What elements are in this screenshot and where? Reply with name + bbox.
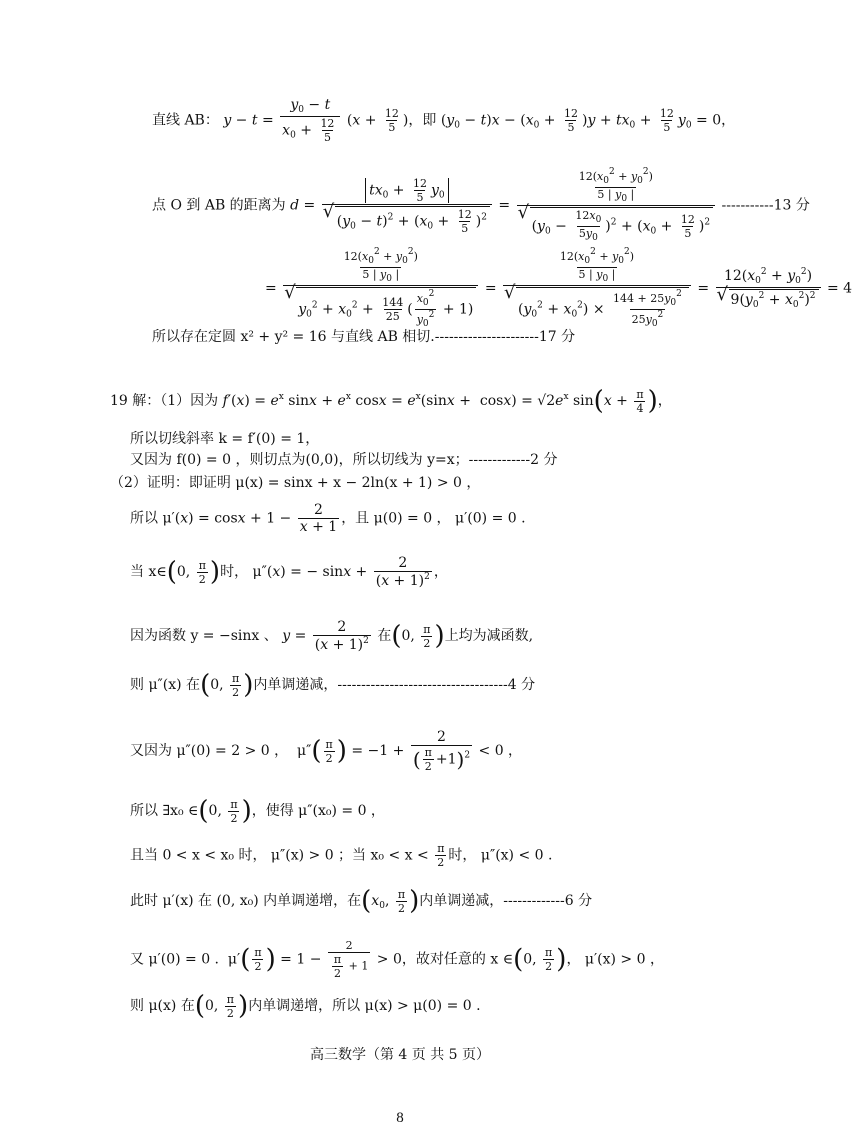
distance-continued: = $\frac{12(x_0^2 + y_0^2)}{5 | y_0 |}$ √ $y_0^2 + x_0^2$ + $\frac{144}{25}$ ( $\frac{x_0^2}{y_0^2}$ + 1) = $\frac{12(x_0^2 + y_0^2)}{5 | y_0 |}$ √ $(y_0^2 + x_0^2)$ × $\frac{144 + 25y_0^2}{25y_0^2}$ = $12(x_0^2 + y_0^2)$ √ $9(y_0^2 + x_0^2)^2$ = 4: [265, 248, 852, 329]
again-prefix: 又因为 μ″(0) = 2 > 0 ，: [130, 743, 289, 759]
decreasing-line: 因为函数 y = −sinx 、 y = $\frac{2}{(x + 1)^2}$ 在(0, $\frac{\pi}{2}$ )上均为减函数,: [130, 619, 534, 653]
also-line: 又 μ′(0) = 0 . μ′( $\frac{\pi}{2}$ ) = 1 − 2 $\frac{\pi}{2}$ + 1 > 0，故对任意的 x ∈(0, $\frac{\pi}{2}$ )， μ′(x) > 0 ，: [130, 939, 664, 980]
distance-fraction-5: $12(x_0^2 + y_0^2)$ √ $9(y_0^2 + x_0^2)^2$: [716, 268, 821, 310]
also-prefix: 又 μ′(0) = 0 .: [130, 951, 219, 968]
inc-prefix: 此时 μ′(x) 在 (0, x₀) 内单调递增，在: [130, 893, 362, 909]
distance-fraction-3: $\frac{12(x_0^2 + y_0^2)}{5 | y_0 |}$ √ $y_0^2 + x_0^2$ + $\frac{144}{25}$ ( $\frac{x_0^2}{y_0^2}$ + 1): [283, 248, 478, 329]
ab-label: 直线 AB：: [152, 112, 219, 129]
score-13: -----------13 分: [721, 197, 810, 214]
exists-suffix: ，使得 μ″(x₀) = 0 ，: [251, 803, 385, 819]
ab-mid: ，即: [408, 112, 437, 129]
mu-prime-suffix: ，且 μ(0) = 0 ， μ′(0) = 0 .: [341, 510, 526, 527]
distance-fraction-2: $\frac{12(x_0^2 + y_0^2)}{5 | y_0 |}$ √ ($y_0$ − $\frac{12x_0}{5y_0}$ )$^2 + (x_0$ + $\frac{12}{5}$ )$^2$: [517, 168, 716, 243]
monotone-line: 则 μ″(x) 在(0, $\frac{\pi}{2}$ )内单调递减，------------------------------------4 分: [130, 670, 536, 700]
final-suffix: 内单调递增，所以 μ(x) > μ(0) = 0 .: [248, 998, 481, 1014]
mu-prime-prefix: 所以: [130, 510, 158, 527]
mono-suffix: 内单调递减，------------------------------------4 分: [253, 677, 536, 693]
dec-prefix: 因为函数 y = −sinx 、: [130, 628, 278, 644]
also-mid: ，故对任意的 x ∈: [401, 951, 514, 968]
mono-prefix: 则 μ″(x) 在: [130, 677, 201, 693]
q19-head-line: 19 解：（1）因为 $f'(x) = e^x$ $\sin x + e^x$ $\cos x = e^x(\sin x + \cos x) = √2e^x$ sin(x + $\frac{\pi}{4}$ )，: [110, 386, 672, 416]
distance-label: 点 O 到 AB 的距离为: [152, 197, 286, 214]
page-footer: 高三数学（第 4 页 共 5 页）: [309, 1047, 491, 1063]
also-suffix: ， μ′(x) > 0 ，: [566, 951, 664, 968]
q19-head: 19 解：（1）因为: [110, 393, 219, 409]
when-prefix: 当 x∈: [130, 564, 167, 580]
when-mid: 时，: [220, 564, 249, 580]
page-number: 8: [396, 1110, 404, 1126]
dec-suffix: 上均为减函数,: [444, 628, 534, 644]
mu-prime-line: 所以 μ′(x) = cosx + 1 − $\frac{2}{x + 1}$ ，且 μ(0) = 0 ， μ′(0) = 0 .: [130, 502, 526, 535]
ab-slope-fraction: $y_0 - t$ $x_0$ + $\frac{12}{5}$: [280, 98, 340, 143]
conclusion-line: 所以存在定圆 x² + y² = 16 与直线 AB 相切.----------------------17 分: [152, 329, 576, 345]
inc-suffix: 内单调递减，-------------6 分: [419, 893, 593, 909]
cases-prefix: 且当 0 < x < x₀ 时， μ″(x) > 0 ；当 x₀ < x <: [130, 847, 429, 864]
line-ab-equation: 直线 AB： y − t = $y_0 - t$ $x_0$ + $\frac{12}{5}$ (x + $\frac{12}{5}$ )，即 $(y_0 - t)x - (x_0$ + $\frac{12}{5}$ )$y + tx_0$ + $\frac{12}{5}$ $y_0 = 0$，: [152, 97, 736, 144]
slope-line: 所以切线斜率 k = f′(0) = 1，: [130, 431, 320, 447]
when-line: 当 x∈(0, $\frac{\pi}{2}$ )时， μ″(x) = − sinx + $\frac{2}{(x + 1)^2}$ ，: [130, 555, 448, 589]
again-line: 又因为 μ″(0) = 2 > 0 ， μ″( $\frac{\pi}{2}$ ) = −1 + 2 ( $\frac{\pi}{2}$ +1)$^2$ < 0 ，: [130, 729, 523, 773]
cases-line: 且当 0 < x < x₀ 时， μ″(x) > 0 ；当 x₀ < x < $\frac{\pi}{2}$ 时， μ″(x) < 0 .: [130, 842, 553, 869]
final-prefix: 则 μ(x) 在: [130, 998, 195, 1014]
distance-line: 点 O 到 AB 的距离为 d = $tx_0$ + $\frac{12}{5}$ $y_0$ √ $(y_0 - t)^2 + (x_0$ + $\frac{12}{5}$ )$^2$ = $\frac{12(x_0^2 + y_0^2)}{5 | y_0 |}$ √ ($y_0$ − $\frac{12x_0}{5y_0}$ )$^2 + (x_0$ + $\frac{12}{5}$ )$^2$ -----------13 分: [152, 168, 810, 243]
exists-line: 所以 ∃x₀ ∈(0, $\frac{\pi}{2}$ )，使得 μ″(x₀) = 0 ，: [130, 796, 385, 826]
increase-line: 此时 μ′(x) 在 (0, x₀) 内单调递增，在($x_0$, $\frac{\pi}{2}$ )内单调递减，-------------6 分: [130, 886, 593, 916]
final-line: 则 μ(x) 在(0, $\frac{\pi}{2}$ )内单调递增，所以 μ(x) > μ(0) = 0 .: [130, 991, 481, 1021]
part2-line: （2）证明：即证明 μ(x) = sinx + x − 2ln(x + 1) > 0 ，: [110, 475, 481, 491]
distance-fraction-1: $tx_0$ + $\frac{12}{5}$ $y_0$ √ $(y_0 - t)^2 + (x_0$ + $\frac{12}{5}$ )$^2$: [322, 178, 492, 234]
distance-fraction-4: $\frac{12(x_0^2 + y_0^2)}{5 | y_0 |}$ √ $(y_0^2 + x_0^2)$ × $\frac{144 + 25y_0^2}{25y_0^2}$: [503, 248, 691, 329]
dec-mid: 在: [377, 628, 392, 644]
tangent-line: 又因为 f(0) = 0 ，则切点为(0,0)，所以切线为 y=x；-------------2 分: [130, 452, 558, 468]
exists-prefix: 所以 ∃x₀ ∈: [130, 803, 199, 819]
cases-suffix: 时， μ″(x) < 0 .: [448, 847, 553, 864]
